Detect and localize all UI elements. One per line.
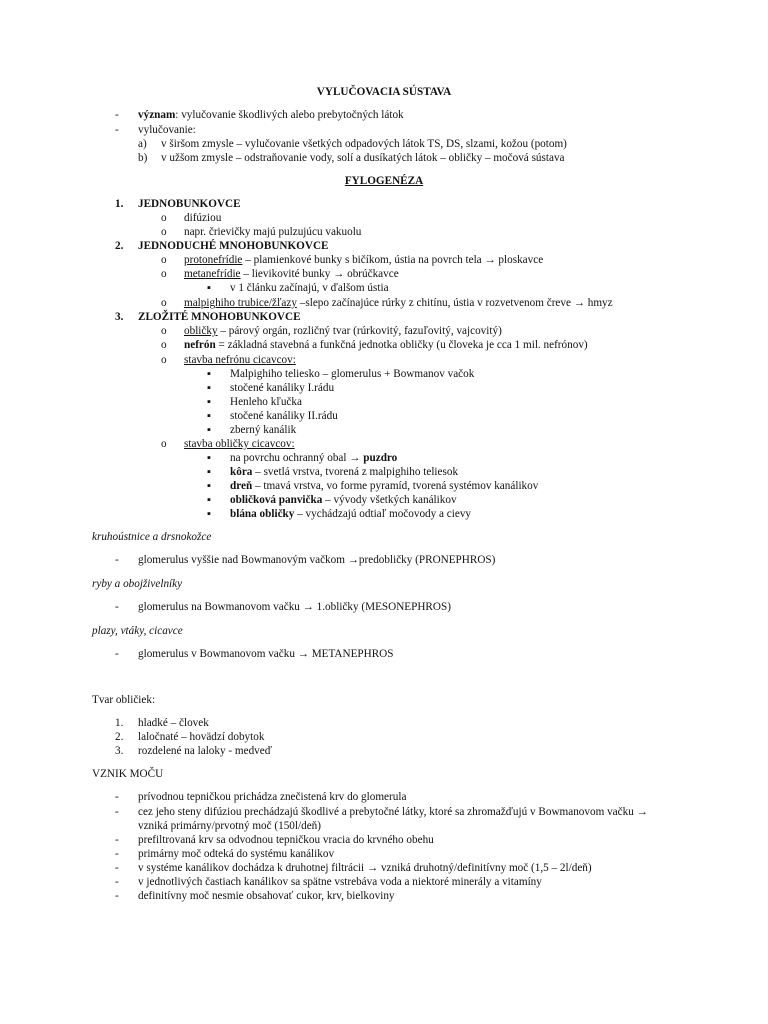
bullet-dash: - bbox=[115, 124, 119, 136]
list-item: prívodnou tepničkou prichádza znečistená krv do glomerula bbox=[138, 791, 407, 803]
bullet-dash: - bbox=[115, 890, 119, 902]
list-item: obličky – párový orgán, rozličný tvar (rúrkovitý, fazuľovitý, vajcovitý) bbox=[184, 325, 502, 337]
bullet-dash: - bbox=[115, 876, 119, 888]
list-item-continuation: vzniká primárny/prvotný moč (150l/deň) bbox=[138, 820, 321, 832]
intro-vyznam: význam: vylučovanie škodlivých alebo prebytočných látok bbox=[138, 109, 404, 121]
bullet-circle: o bbox=[161, 438, 167, 450]
intro-b-text: v užšom zmysle – odstraňovanie vody, solí a dusíkatých látok – obličky – močová sústava bbox=[161, 152, 565, 164]
list-item: rozdelené na laloky - medveď bbox=[138, 745, 272, 757]
list-item: glomerulus na Bowmanovom vačku → 1.obličky (MESONEPHROS) bbox=[138, 601, 451, 613]
list-item: stočené kanáliky II.rádu bbox=[230, 410, 338, 422]
bullet-circle: o bbox=[161, 339, 167, 351]
bullet-square: ▪ bbox=[207, 452, 211, 464]
bullet-square: ▪ bbox=[207, 382, 211, 394]
list-marker-a: a) bbox=[138, 138, 147, 150]
list-item: stavba nefrónu cicavcov: bbox=[184, 354, 296, 366]
list-item: v systéme kanálikov dochádza k druhotnej filtrácii → vzniká druhotný/definitívny moč (1,5 – 2l/deň) bbox=[138, 862, 592, 874]
list-item: hladké – človek bbox=[138, 717, 209, 729]
group-heading: kruhoústnice a drsnokožce bbox=[92, 531, 212, 543]
list-item: primárny moč odteká do systému kanálikov bbox=[138, 848, 335, 860]
list-item: Malpighiho teliesko – glomerulus + Bowmanov vačok bbox=[230, 368, 475, 380]
list-item: v 1 článku začínajú, v ďalšom ústia bbox=[230, 282, 389, 294]
list-item: nefrón = základná stavebná a funkčná jednotka obličky (u človeka je cca 1 mil. nefrónov) bbox=[184, 339, 588, 351]
list-item: blána obličky – vychádzajú odtiaľ močovody a cievy bbox=[230, 508, 472, 520]
list-item: difúziou bbox=[184, 212, 222, 224]
bullet-square: ▪ bbox=[207, 368, 211, 380]
group-heading: plazy, vtáky, cicavce bbox=[92, 625, 183, 637]
section-number: 3. bbox=[115, 311, 124, 323]
list-item: metanefrídie – lievikovité bunky → obrúčkavce bbox=[184, 268, 399, 280]
bullet-square: ▪ bbox=[207, 282, 211, 294]
bullet-square: ▪ bbox=[207, 466, 211, 478]
list-item: napr. črievičky majú pulzujúcu vakuolu bbox=[184, 226, 362, 238]
bullet-dash: - bbox=[115, 791, 119, 803]
list-item: stočené kanáliky I.rádu bbox=[230, 382, 335, 394]
bullet-dash: - bbox=[115, 848, 119, 860]
bullet-dash: - bbox=[115, 648, 119, 660]
list-item: protonefrídie – plamienkové bunky s bičíkom, ústia na povrch tela → ploskavce bbox=[184, 254, 544, 266]
section-number: 1. bbox=[115, 198, 124, 210]
fylogeneza-heading: FYLOGENÉZA bbox=[344, 175, 424, 187]
list-item: definitívny moč nesmie obsahovať cukor, krv, bielkoviny bbox=[138, 890, 395, 902]
bullet-square: ▪ bbox=[207, 410, 211, 422]
list-item: kôra – svetlá vrstva, tvorená z malpighiho teliesok bbox=[230, 466, 459, 478]
bullet-square: ▪ bbox=[207, 396, 211, 408]
section-number: 2. bbox=[115, 240, 124, 252]
bullet-circle: o bbox=[161, 254, 167, 266]
intro-a-text: v širšom zmysle – vylučovanie všetkých odpadových látok TS, DS, slzami, kožou (potom) bbox=[161, 138, 567, 150]
bullet-dash: - bbox=[115, 806, 119, 818]
bullet-dash: - bbox=[115, 109, 119, 121]
list-number: 3. bbox=[115, 745, 124, 757]
list-item: zberný kanálik bbox=[230, 424, 297, 436]
bullet-square: ▪ bbox=[207, 508, 211, 520]
list-item: stavba obličky cicavcov: bbox=[184, 438, 295, 450]
list-item: malpighiho trubice/žľazy –slepo začínajúce rúrky z chitínu, ústia v rozvetvenom čreve → hmyz bbox=[184, 297, 613, 309]
bullet-square: ▪ bbox=[207, 494, 211, 506]
bullet-dash: - bbox=[115, 554, 119, 566]
group-heading: ryby a obojživelníky bbox=[92, 578, 183, 590]
list-number: 1. bbox=[115, 717, 124, 729]
bullet-square: ▪ bbox=[207, 424, 211, 436]
list-marker-b: b) bbox=[138, 152, 148, 164]
bullet-circle: o bbox=[161, 268, 167, 280]
bullet-square: ▪ bbox=[207, 480, 211, 492]
list-item: cez jeho steny difúziou prechádzajú škodlivé a prebytočné látky, ktoré sa zhromažďujú v Bowmanovom vačku → bbox=[138, 806, 648, 818]
bullet-dash: - bbox=[115, 834, 119, 846]
page-title: VYLUČOVACIA SÚSTAVA bbox=[316, 86, 452, 98]
list-number: 2. bbox=[115, 731, 124, 743]
list-item: glomerulus vyššie nad Bowmanovým vačkom →predobličky (PRONEPHROS) bbox=[138, 554, 496, 566]
bullet-dash: - bbox=[115, 601, 119, 613]
bullet-dash: - bbox=[115, 862, 119, 874]
bullet-circle: o bbox=[161, 297, 167, 309]
list-item: prefiltrovaná krv sa odvodnou tepničkou vracia do krvného obehu bbox=[138, 834, 434, 846]
bullet-circle: o bbox=[161, 226, 167, 238]
intro-vylucovanie: vylučovanie: bbox=[138, 124, 196, 136]
list-item: dreň – tmavá vrstva, vo forme pyramíd, tvorená systémov kanálikov bbox=[230, 480, 539, 492]
section-title: JEDNOBUNKOVCE bbox=[138, 198, 241, 210]
bullet-circle: o bbox=[161, 354, 167, 366]
list-item: na povrchu ochranný obal → puzdro bbox=[230, 452, 398, 464]
bullet-circle: o bbox=[161, 212, 167, 224]
vznik-heading: VZNIK MOČU bbox=[92, 768, 164, 780]
section-title: JEDNODUCHÉ MNOHOBUNKOVCE bbox=[138, 240, 329, 252]
list-item: glomerulus v Bowmanovom vačku → METANEPHROS bbox=[138, 648, 394, 660]
list-item: obličková panvička – vývody všetkých kanálikov bbox=[230, 494, 457, 506]
tvar-heading: Tvar obličiek: bbox=[92, 694, 156, 706]
list-item: v jednotlivých častiach kanálikov sa spätne vstrebáva voda a niektoré minerály a vitamíny bbox=[138, 876, 542, 888]
bullet-circle: o bbox=[161, 325, 167, 337]
list-item: laločnaté – hovädzí dobytok bbox=[138, 731, 265, 743]
list-item: Henleho kľučka bbox=[230, 396, 302, 408]
section-title: ZLOŽITÉ MNOHOBUNKOVCE bbox=[138, 311, 301, 323]
